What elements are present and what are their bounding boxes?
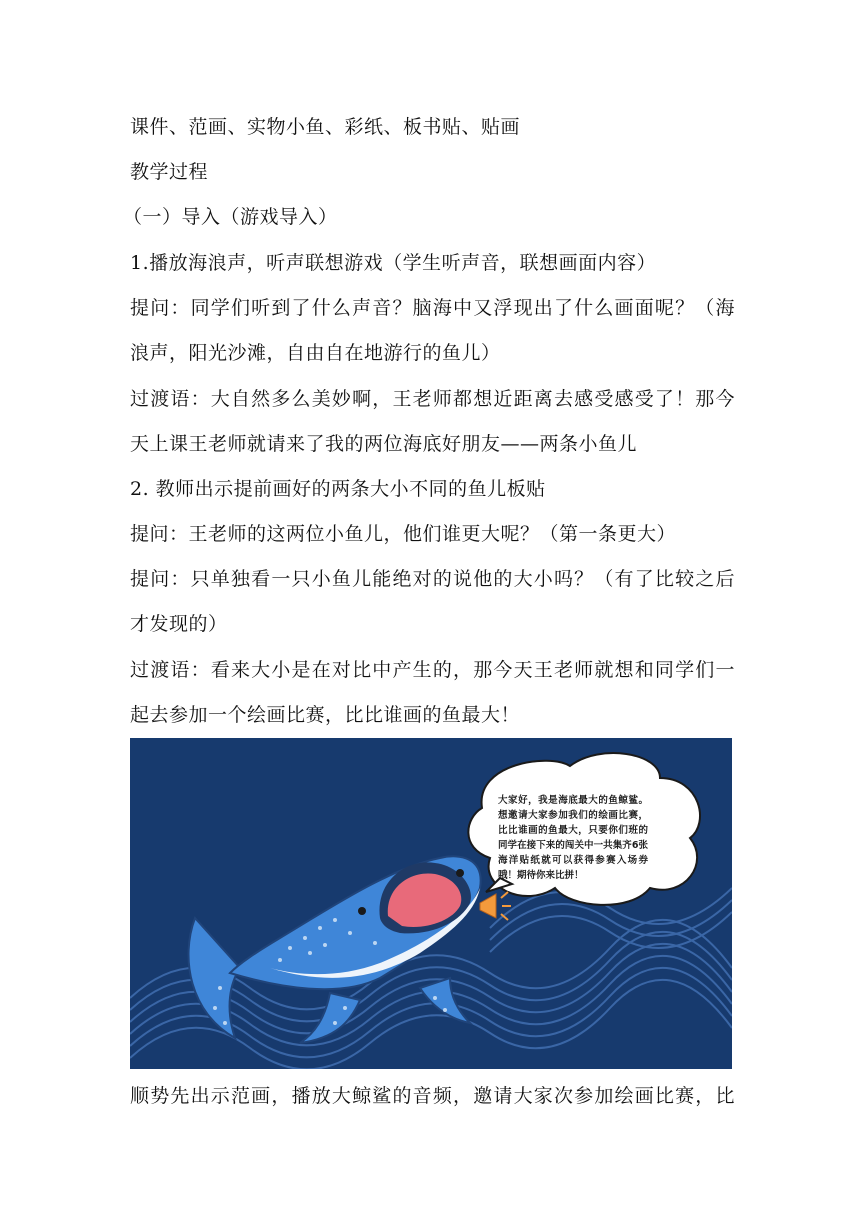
materials-line: 课件、范画、实物小鱼、彩纸、板书贴、贴画 <box>130 116 521 138</box>
paragraph-line: 才发现的） <box>130 613 228 635</box>
paragraph-line: 天上课王老师就请来了我的两位海底好朋友——两条小鱼儿 <box>130 433 638 455</box>
whale-shark-illustration <box>130 738 732 1069</box>
paragraph-line: 2. 教师出示提前画好的两条大小不同的鱼儿板贴 <box>130 478 546 500</box>
paragraph-line: 提问：同学们听到了什么声音？脑海中又浮现出了什么画面呢？（海 <box>130 297 735 319</box>
subsection-heading: （一）导入（游戏导入） <box>123 206 338 228</box>
paragraph-line: 提问：王老师的这两位小鱼儿，他们谁更大呢？（第一条更大） <box>130 523 677 545</box>
paragraph-line: 过渡语：大自然多么美妙啊，王老师都想近距离去感受感受了！那今 <box>130 388 735 410</box>
paragraph-line: 提问：只单独看一只小鱼儿能绝对的说他的大小吗？（有了比较之后 <box>130 568 735 590</box>
paragraph-line: 起去参加一个绘画比赛，比比谁画的鱼最大！ <box>130 704 521 726</box>
ocean-scene <box>130 738 732 1069</box>
paragraph-line: 浪声，阳光沙滩，自由自在地游行的鱼儿） <box>130 342 501 364</box>
paragraph-line: 顺势先出示范画，播放大鲸鲨的音频，邀请大家次参加绘画比赛，比 <box>130 1085 735 1107</box>
speech-bubble-text: 大家好，我是海底最大的鱼鲸鲨。想邀请大家参加我们的绘画比赛，比比谁画的鱼最大，只要你们班的同学在接下来的闯关中一共集齐6张海洋贴纸就可以获得参赛入场券哦！期待你来比拼！ <box>498 795 648 881</box>
paragraph-line: 1.播放海浪声，听声联想游戏（学生听声音，联想画面内容） <box>130 252 657 274</box>
section-heading: 教学过程 <box>130 161 209 183</box>
paragraph-line: 过渡语：看来大小是在对比中产生的，那今天王老师就想和同学们一 <box>130 659 735 681</box>
